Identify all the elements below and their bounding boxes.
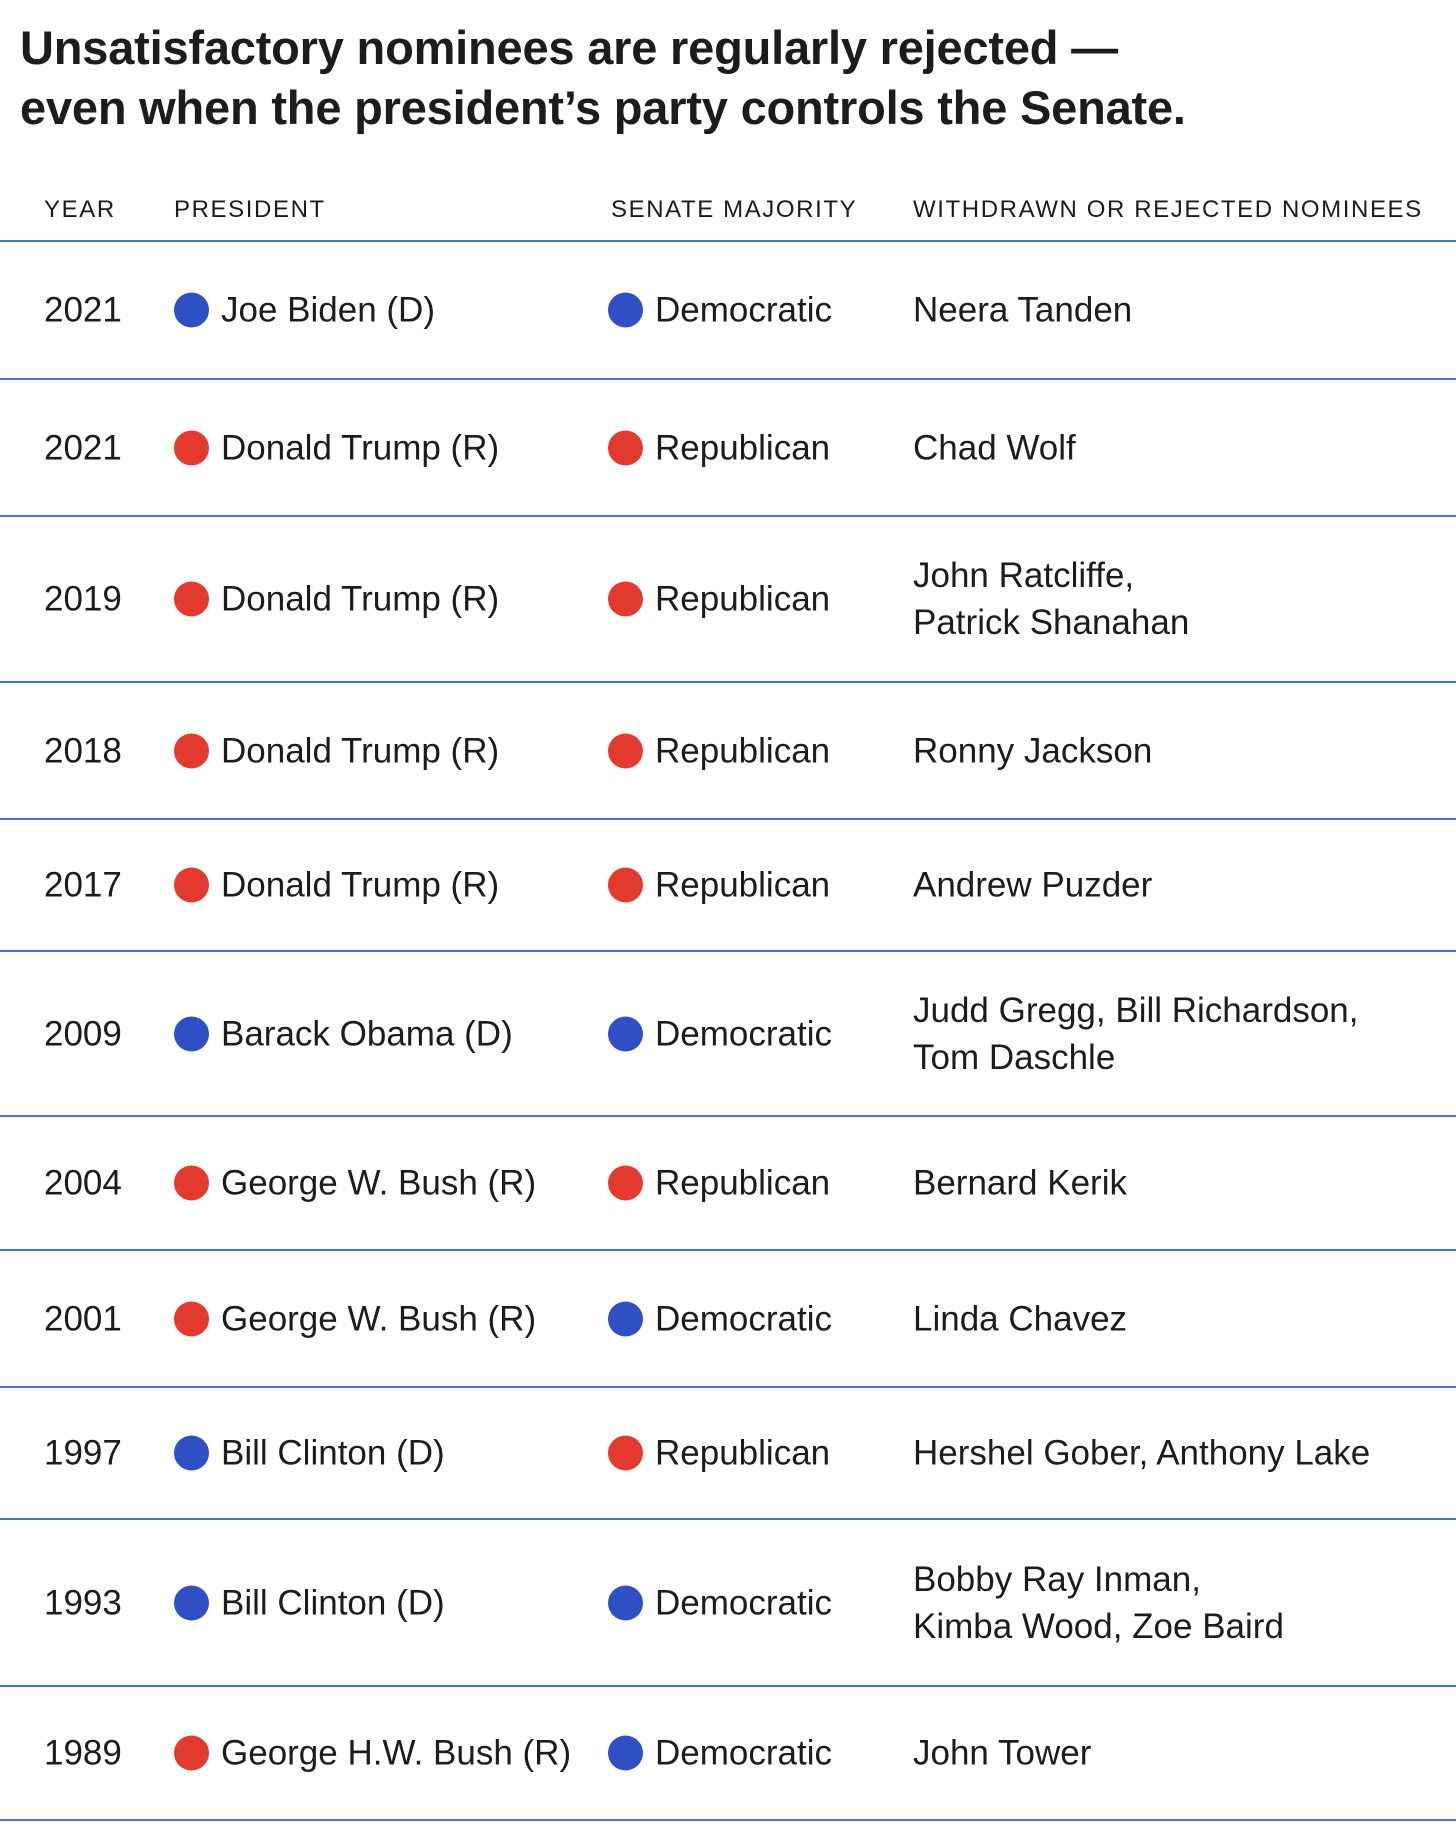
year-cell: 1997: [44, 1433, 122, 1473]
president-name: Barack Obama (D): [221, 1014, 513, 1053]
chart-title: [20, 18, 1420, 138]
table-row: [0, 517, 1456, 683]
republican-dot-icon: [174, 1166, 209, 1201]
republican-dot-icon: [174, 1301, 209, 1336]
senate-majority-label: Democratic: [655, 290, 832, 330]
senate-majority-cell: [608, 862, 830, 909]
nominees-cell: [913, 862, 1152, 909]
table-row: [0, 380, 1456, 517]
year-cell: 1993: [44, 1583, 122, 1622]
republican-dot-icon: [608, 1166, 643, 1201]
democratic-dot-icon: [608, 1585, 643, 1620]
table-row: [0, 1251, 1456, 1388]
president-name: Donald Trump (R): [221, 731, 500, 770]
nominee-line: Patrick Shanahan: [913, 603, 1190, 642]
header-nominees: WITHDRAWN OR REJECTED NOMINEES: [913, 196, 1423, 223]
president-name: George W. Bush (R): [221, 1299, 537, 1338]
republican-dot-icon: [608, 582, 643, 617]
president-name: Donald Trump (R): [221, 579, 500, 619]
president-name: Bill Clinton (D): [221, 1583, 445, 1622]
senate-majority-label: Democratic: [655, 1733, 832, 1773]
republican-dot-icon: [174, 430, 209, 465]
nominee-line: Neera Tanden: [913, 290, 1133, 330]
year-cell: 1989: [44, 1733, 122, 1773]
democratic-dot-icon: [174, 1436, 209, 1471]
table-header: [0, 192, 1456, 242]
nominees-cell: [913, 1160, 1127, 1207]
senate-majority-cell: [608, 424, 830, 471]
president-cell: [174, 576, 499, 623]
title-line-2: even when the president’s party controls the Senate.: [20, 81, 1186, 134]
senate-majority-cell: [608, 1579, 832, 1626]
year-cell: 2018: [44, 731, 122, 770]
democratic-dot-icon: [608, 1736, 643, 1771]
nominees-cell: [913, 1295, 1127, 1342]
nominee-line: Bernard Kerik: [913, 1163, 1127, 1203]
democratic-dot-icon: [608, 1016, 643, 1051]
president-cell: [174, 1295, 536, 1342]
senate-majority-label: Republican: [655, 865, 831, 905]
year-cell: 2021: [44, 290, 122, 330]
senate-majority-cell: [608, 1010, 832, 1057]
democratic-dot-icon: [608, 293, 643, 328]
senate-majority-cell: [608, 576, 830, 623]
nominee-line: Bobby Ray Inman,: [913, 1559, 1201, 1599]
president-name: George H.W. Bush (R): [221, 1733, 572, 1773]
year-cell: 2019: [44, 579, 122, 619]
year-cell: 2021: [44, 428, 122, 467]
republican-dot-icon: [174, 733, 209, 768]
republican-dot-icon: [174, 582, 209, 617]
president-cell: [174, 1430, 445, 1477]
table-row: [0, 683, 1456, 820]
nominee-line: Kimba Wood, Zoe Baird: [913, 1606, 1284, 1646]
table-row: [0, 820, 1456, 952]
senate-majority-label: Republican: [655, 579, 831, 619]
president-name: Donald Trump (R): [221, 865, 500, 905]
year-cell: 2009: [44, 1014, 122, 1053]
republican-dot-icon: [608, 430, 643, 465]
president-cell: [174, 1160, 536, 1207]
nominees-cell: [913, 287, 1132, 334]
header-president: PRESIDENT: [174, 196, 326, 223]
table-row: [0, 242, 1456, 380]
nominees-cell: [913, 424, 1076, 471]
nominee-line: John Ratcliffe,: [913, 556, 1135, 595]
republican-dot-icon: [608, 868, 643, 903]
nominee-line: Chad Wolf: [913, 428, 1076, 467]
nominees-cell: [913, 1430, 1370, 1477]
democratic-dot-icon: [608, 1301, 643, 1336]
header-year: YEAR: [44, 196, 116, 223]
nominees-cell: [913, 1730, 1091, 1777]
year-cell: 2004: [44, 1163, 122, 1203]
table-body: [0, 242, 1456, 1821]
senate-majority-cell: [608, 1295, 832, 1342]
republican-dot-icon: [608, 1436, 643, 1471]
democratic-dot-icon: [174, 293, 209, 328]
president-cell: [174, 862, 499, 909]
table-row: [0, 952, 1456, 1117]
senate-majority-label: Democratic: [655, 1299, 832, 1338]
president-cell: [174, 1579, 445, 1626]
president-name: Bill Clinton (D): [221, 1433, 445, 1473]
table-row: [0, 1388, 1456, 1520]
president-cell: [174, 424, 499, 471]
president-cell: [174, 727, 499, 774]
nominee-line: Andrew Puzder: [913, 865, 1153, 905]
president-name: Donald Trump (R): [221, 428, 500, 467]
nominee-line: Hershel Gober, Anthony Lake: [913, 1433, 1371, 1473]
table-row: [0, 1687, 1456, 1821]
senate-majority-cell: [608, 1730, 832, 1777]
senate-majority-label: Republican: [655, 1163, 831, 1203]
nominee-line: Judd Gregg, Bill Richardson,: [913, 990, 1359, 1030]
senate-majority-cell: [608, 1430, 830, 1477]
year-cell: 2001: [44, 1299, 122, 1338]
header-senate-majority: SENATE MAJORITY: [611, 196, 858, 223]
nominee-line: Tom Daschle: [913, 1037, 1116, 1077]
senate-majority-cell: [608, 727, 830, 774]
senate-majority-label: Republican: [655, 1433, 831, 1473]
nominee-line: John Tower: [913, 1733, 1092, 1773]
table-row: [0, 1520, 1456, 1687]
nominee-line: Linda Chavez: [913, 1299, 1128, 1338]
senate-majority-label: Republican: [655, 428, 831, 467]
democratic-dot-icon: [174, 1016, 209, 1051]
republican-dot-icon: [174, 868, 209, 903]
title-line-1: Unsatisfactory nominees are regularly rejected —: [20, 21, 1118, 74]
democratic-dot-icon: [174, 1585, 209, 1620]
president-cell: [174, 287, 435, 334]
senate-majority-label: Democratic: [655, 1014, 832, 1053]
president-cell: [174, 1010, 513, 1057]
senate-majority-label: Democratic: [655, 1583, 832, 1622]
senate-majority-label: Republican: [655, 731, 831, 770]
president-cell: [174, 1730, 571, 1777]
president-name: George W. Bush (R): [221, 1163, 537, 1203]
president-name: Joe Biden (D): [221, 290, 435, 330]
nominees-cell: [913, 552, 1189, 646]
senate-majority-cell: [608, 287, 832, 334]
nominees-cell: [913, 987, 1359, 1081]
senate-majority-cell: [608, 1160, 830, 1207]
republican-dot-icon: [608, 733, 643, 768]
nominees-cell: [913, 1556, 1284, 1650]
nominee-line: Ronny Jackson: [913, 731, 1153, 770]
table-row: [0, 1117, 1456, 1251]
year-cell: 2017: [44, 865, 122, 905]
republican-dot-icon: [174, 1736, 209, 1771]
nominees-cell: [913, 727, 1152, 774]
